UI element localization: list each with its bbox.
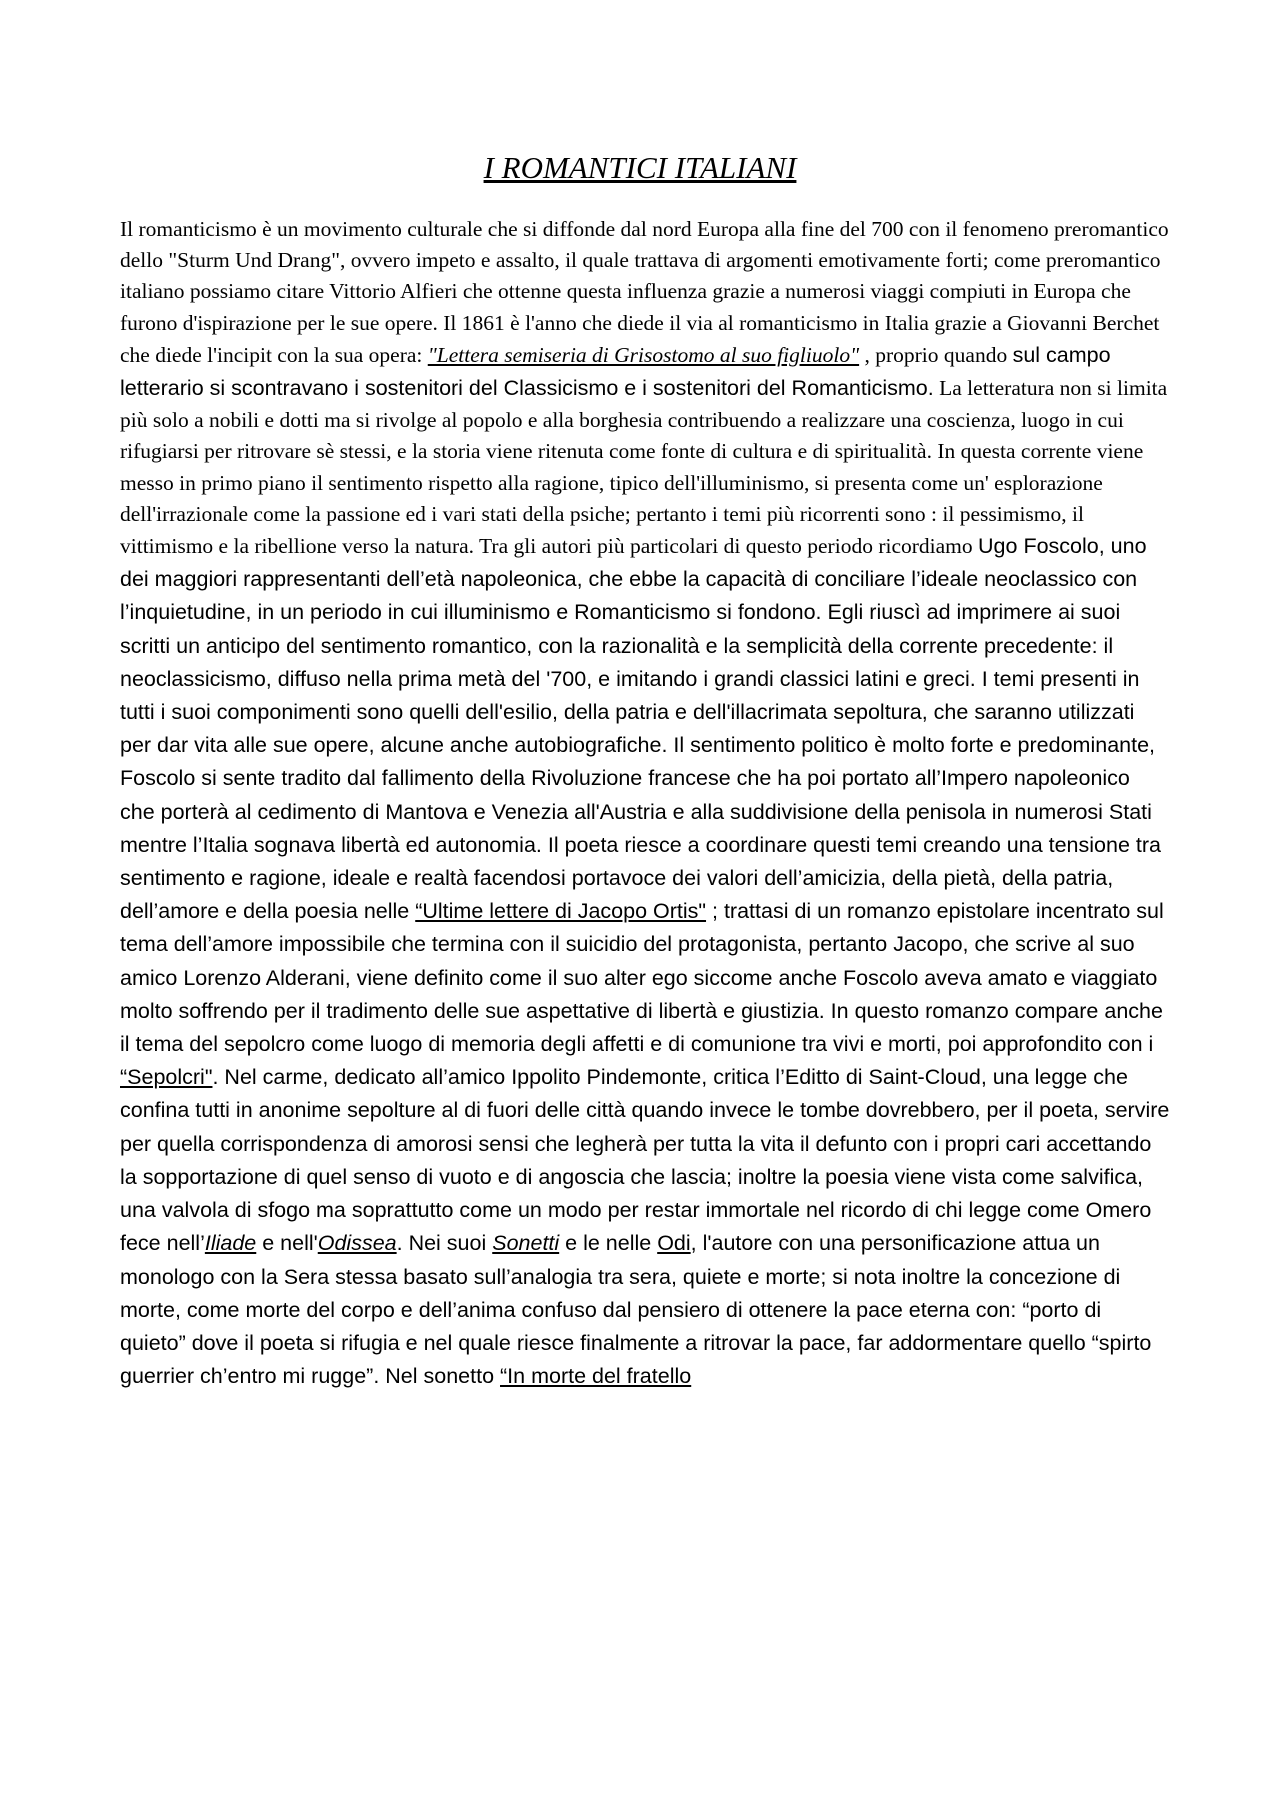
link-in-morte-del-fratello[interactable]: “In morte del fratello xyxy=(500,1364,692,1389)
link-iliade[interactable]: Iliade xyxy=(204,1231,257,1256)
link-jacopo-ortis[interactable]: “Ultime lettere di Jacopo Ortis" xyxy=(415,899,707,924)
text-carme: . Nel carme, dedicato all’amico Ippolito Pindemonte, critica l’Editto di Saint-Cloud, una legge che confina tutti in anonime sepolture al di fuori delle città quando invece le tombe dovrebbero, per il poeta, servire per quella corrispondenza di amorosi sensi che legherà per tutta la vita il defunto con i propri cari accettando la sopportazione di quel senso di vuoto e di angoscia che lascia; inoltre la poesia viene vista come salvifica, una valvola di sfogo ma soprattutto come un modo per restar immortale nel ricordo di chi legge come Omero fece nell’ xyxy=(120,1065,1170,1256)
text-foscolo: Ugo Foscolo, uno dei maggiori rappresentanti dell’età napoleonica, che ebbe la capacità di conciliare l’ideale neoclassico con l’inquietudine, in un periodo in cui illuminismo e Romanticismo si fondono. Egli riuscì ad imprimere ai suoi scritti un anticipo del sentimento romantico, con la razionalità e la semplicità della corrente precedente: il neoclassicismo, diffuso nella prima metà del '700, e imitando i grandi classici latini e greci. I temi presenti in tutti i suoi componimenti sono quelli dell'esilio, della patria e dell'illacrimata sepoltura, che saranno utilizzati per dar vita alle sue opere, alcune anche autobiografiche. Il sentimento politico è molto forte e predominante, Foscolo si sente tradito dal fallimento della Rivoluzione francese che ha poi portato all’Impero napoleonico che porterà al cedimento di Mantova e Venezia all'Austria e alla suddivisione della penisola in numerosi Stati mentre l’Italia sognava libertà ed autonomia. Il poeta riesce a coordinare questi temi creando una tensione tra sentimento e ragione, ideale e realtà facendosi portavoce dei valori dell’amicizia, della pietà, della patria, dell’amore e della poesia nelle xyxy=(120,534,1161,924)
link-odissea[interactable]: Odissea xyxy=(317,1231,397,1256)
text-proprio-quando: , proprio quando xyxy=(859,342,1013,367)
link-sonetti[interactable]: Sonetti xyxy=(492,1231,560,1256)
page-title: I ROMANTICI ITALIANI xyxy=(483,150,797,185)
link-sepolcri[interactable]: “Sepolcri" xyxy=(120,1065,213,1090)
text-e-nell: e nell' xyxy=(256,1231,318,1256)
link-odi[interactable]: Odi xyxy=(657,1231,691,1256)
link-lettera-semiseria[interactable]: "Lettera semiseria di Grisostomo al suo figliuolo" xyxy=(427,342,860,367)
text-campo-letterario: sul campo letterario si scontravano i sostenitori del Classicismo e i sostenitori del Romanticismo. xyxy=(120,342,1111,401)
text-e-le-nelle: e le nelle xyxy=(559,1231,658,1256)
text-intro: Il romanticismo è un movimento culturale che si diffonde dal nord Europa alla fine del 700 con il fenomeno preromantico dello "Sturm Und Drang", ovvero impeto e assalto, il quale trattava di argomenti emotivamente forti; come preromantico italiano possiamo citare Vittorio Alfieri che ottenne questa influenza grazie a numerosi viaggi compiuti in Europa che furono d'ispirazione per le sue opere. Il 1861 è l'anno che diede il via al romanticismo in Italia grazie a Giovanni Berchet che diede l'incipit con la sua opera: xyxy=(120,217,1169,367)
text-sera: , l'autore con una personificazione attua un monologo con la Sera stessa basato sull’analogia tra sera, quiete e morte; si nota inoltre la concezione di morte, come morte del corpo e dell’anima confuso dal pensiero di ottenere la pace eterna con: “porto di quieto” dove il poeta si rifugia e nel quale riesce finalmente a ritrovar la pace, far addormentare quello “spirto guerrier ch’entro mi rugge”. Nel sonetto xyxy=(120,1231,1152,1389)
text-nei-suoi: . Nei suoi xyxy=(396,1231,493,1256)
text-letteratura: La letteratura non si limita più solo a nobili e dotti ma si rivolge al popolo e alla borghesia contribuendo a realizzare una coscienza, luogo in cui rifugiarsi per ritrovare sè stessi, e la storia viene ritenuta come fonte di cultura e di spiritualità. In questa corrente viene messo in primo piano il sentimento rispetto alla ragione, tipico dell'illuminismo, si presenta come un' esplorazione dell'irrazionale come la passione ed i vari stati della psiche; pertanto i temi più ricorrenti sono : il pessimismo, il vittimismo e la ribellione verso la natura. Tra gli autori più particolari di questo periodo ricordiamo xyxy=(120,376,1168,559)
body-paragraph xyxy=(120,214,1170,1393)
text-romanzo: ; trattasi di un romanzo epistolare incentrato sul tema dell’amore impossibile che termina con il suicidio del protagonista, pertanto Jacopo, che scrive al suo amico Lorenzo Alderani, viene definito come il suo alter ego siccome anche Foscolo aveva amato e viaggiato molto soffrendo per il tradimento delle sue aspettative di libertà e giustizia. In questo romanzo compare anche il tema del sepolcro come luogo di memoria degli affetti e di comunione tra vivi e morti, poi approfondito con i xyxy=(120,899,1164,1057)
